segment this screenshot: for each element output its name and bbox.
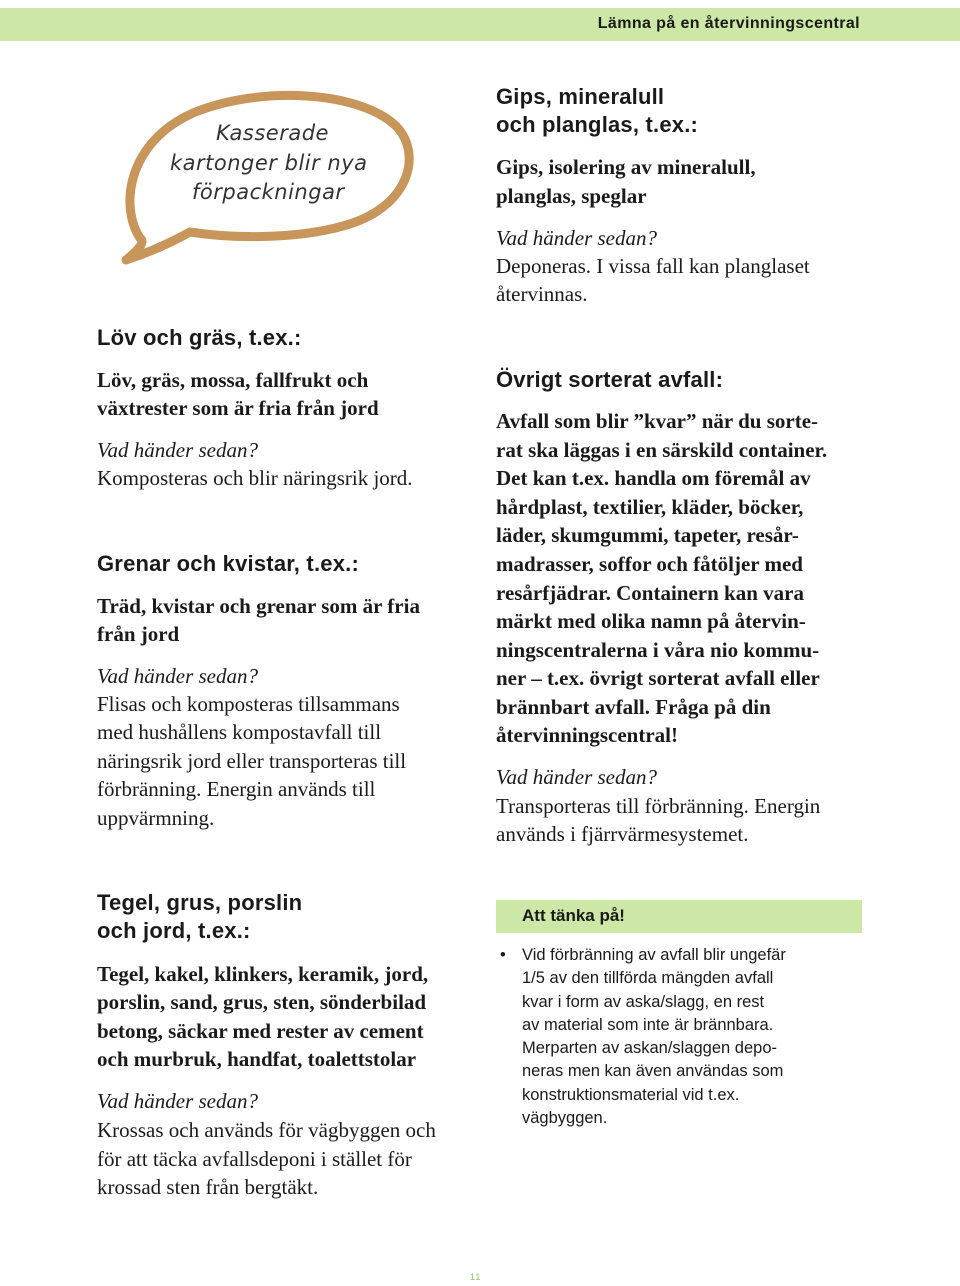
section-items-line: märkt med olika namn på återvin-	[496, 609, 806, 633]
section-heading-tegel: Tegel, grus, porslin	[97, 890, 303, 915]
section-heading-ovrigt: Övrigt sorterat avfall:	[496, 367, 724, 392]
tip-title: Att tänka på!	[522, 906, 625, 925]
tip-line: vägbyggen.	[522, 1109, 608, 1128]
section-items-line: planglas, speglar	[496, 184, 647, 208]
section-answer-line: krossad sten från bergtäkt.	[97, 1175, 319, 1199]
bubble-line-3: förpackningar	[192, 180, 345, 204]
section-heading-gips: och planglas, t.ex.:	[496, 112, 699, 137]
section-heading-grenar: Grenar och kvistar, t.ex.:	[97, 551, 359, 576]
section-answer-line: Komposteras och blir näringsrik jord.	[97, 466, 413, 490]
page-number: 11	[470, 1272, 482, 1282]
section-answer-line: används i fjärrvärmesystemet.	[496, 822, 749, 846]
section-heading-lov: Löv och gräs, t.ex.:	[97, 325, 302, 350]
bubble-line-2: kartonger blir nya	[170, 151, 368, 175]
speech-bubble-outline	[118, 88, 418, 266]
header-title: Lämna på en återvinningscentral	[597, 15, 860, 32]
section-items-line: Löv, gräs, mossa, fallfrukt och	[97, 368, 369, 392]
section-answer-line: Deponeras. I vissa fall kan planglaset	[496, 254, 810, 278]
tip-list	[496, 944, 862, 1130]
tip-title-bar	[496, 900, 862, 933]
header-bar	[0, 8, 960, 41]
section-items-line: madrasser, soffor och fåtöljer med	[496, 552, 803, 576]
section-items-line: rat ska läggas i en särskild container.	[496, 438, 828, 462]
section-items-line: och murbruk, handfat, toalettstolar	[97, 1047, 417, 1071]
section-items-line: Det kan t.ex. handla om föremål av	[496, 466, 811, 490]
section-answer-line: förbränning. Energin används till	[97, 777, 376, 801]
section-items-line: läder, skumgummi, tapeter, resår-	[496, 523, 799, 547]
section-question: Vad händer sedan?	[97, 1089, 258, 1113]
tip-line: neras men kan även användas som	[522, 1062, 784, 1081]
tip-line: 1/5 av den tillförda mängden avfall	[522, 969, 774, 988]
section-answer-line: återvinnas.	[496, 282, 588, 306]
section-answer-line: uppvärmning.	[97, 806, 215, 830]
section-answer-line: näringsrik jord eller transporteras till	[97, 749, 407, 773]
speech-bubble	[118, 88, 418, 266]
section-items-line: Träd, kvistar och grenar som är fria	[97, 594, 420, 618]
section-heading-tegel: och jord, t.ex.:	[97, 918, 251, 943]
section-items-line: hårdplast, textilier, kläder, böcker,	[496, 495, 804, 519]
section-question: Vad händer sedan?	[97, 664, 258, 688]
section-items-line: växtrester som är fria från jord	[97, 396, 379, 420]
tip-item	[496, 944, 862, 1130]
section-answer-line: Flisas och komposteras tillsammans	[97, 692, 400, 716]
section-answer-line: Transporteras till förbränning. Energin	[496, 794, 821, 818]
section-items-line: resårfjädrar. Containern kan vara	[496, 581, 804, 605]
tip-line: av material som inte är brännbara.	[522, 1015, 774, 1034]
bubble-line-1: Kasserade	[216, 121, 329, 145]
section-items-line: ningscentralerna i våra nio kommu-	[496, 638, 820, 662]
tip-line: kvar i form av aska/slagg, en rest	[522, 992, 765, 1011]
section-question: Vad händer sedan?	[97, 438, 258, 462]
section-question: Vad händer sedan?	[496, 226, 657, 250]
section-items-line: ner – t.ex. övrigt sorterat avfall eller	[496, 666, 820, 690]
section-question: Vad händer sedan?	[496, 765, 657, 789]
section-items-line: porslin, sand, grus, sten, sönderbilad	[97, 990, 427, 1014]
section-items-line: Avfall som blir ”kvar” när du sorte-	[496, 409, 819, 433]
section-items-line: Tegel, kakel, klinkers, keramik, jord,	[97, 962, 429, 986]
section-items-line: återvinningscentral!	[496, 723, 678, 747]
section-heading-gips: Gips, mineralull	[496, 84, 665, 109]
section-answer-line: med hushållens kompostavfall till	[97, 720, 382, 744]
section-answer-line: för att täcka avfallsdeponi i stället för	[97, 1147, 412, 1171]
section-answer-line: Krossas och används för vägbyggen och	[97, 1118, 436, 1142]
tip-line: Vid förbränning av avfall blir ungefär	[522, 946, 786, 964]
section-items-line: från jord	[97, 622, 180, 646]
section-items-line: betong, säckar med rester av cement	[97, 1019, 424, 1043]
section-items-line: brännbart avfall. Fråga på din	[496, 695, 771, 719]
section-items-line: Gips, isolering av mineralull,	[496, 155, 756, 179]
tip-line: Merparten av askan/slaggen depo-	[522, 1039, 777, 1058]
tip-line: konstruktionsmaterial vid t.ex.	[522, 1085, 740, 1104]
